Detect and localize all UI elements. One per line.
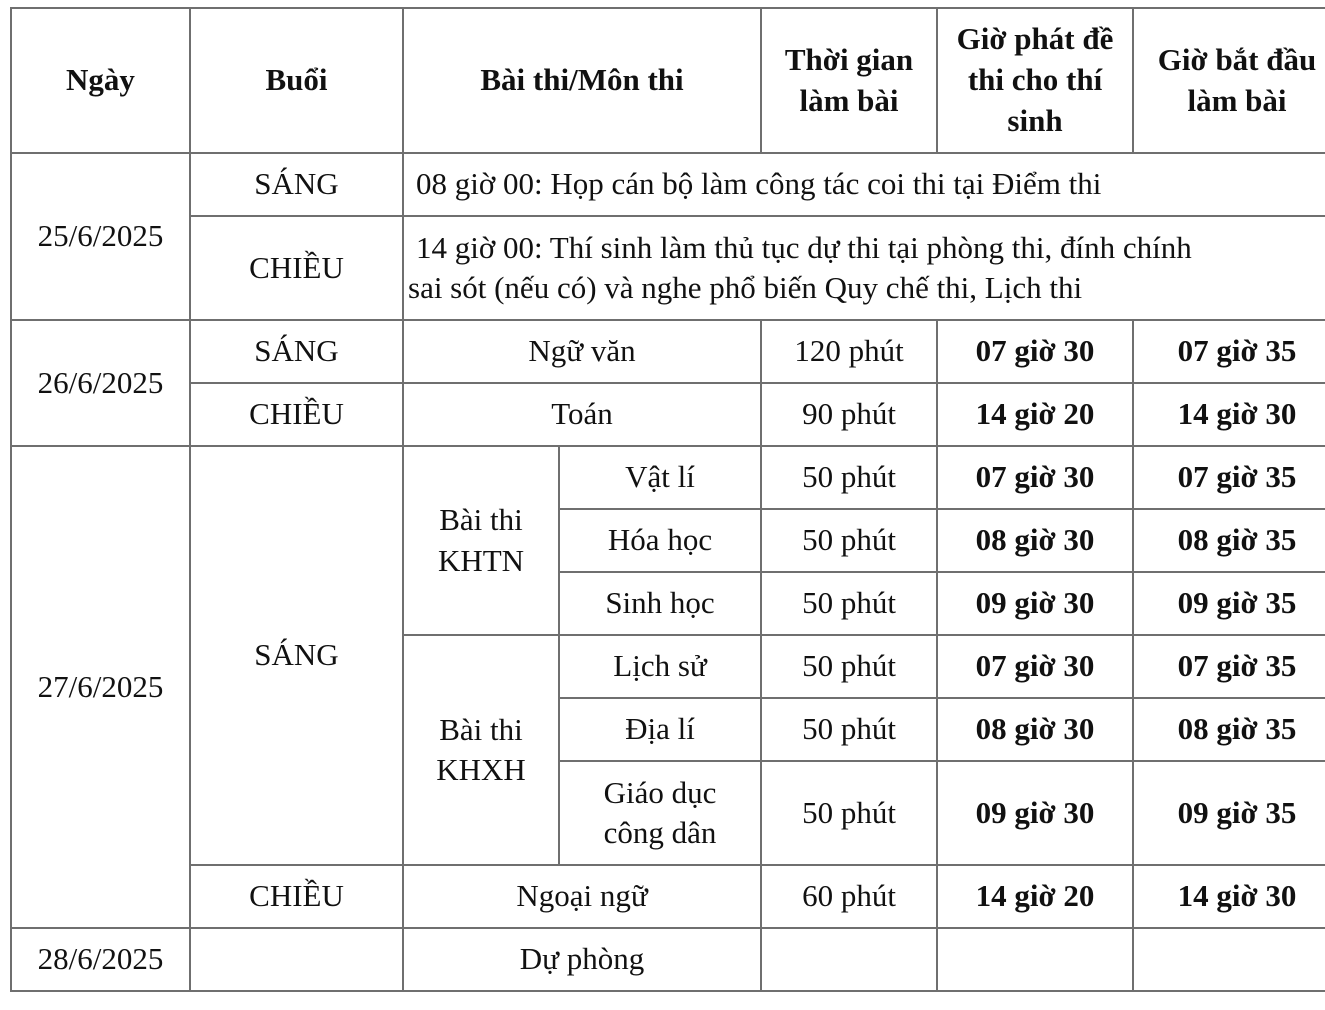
subject-cell: Toán — [403, 383, 761, 446]
distribute-time-cell: 07 giờ 30 — [937, 446, 1133, 509]
header-ngay: Ngày — [11, 8, 190, 153]
start-time-cell: 08 giờ 35 — [1133, 698, 1325, 761]
header-buoi: Buổi — [190, 8, 403, 153]
distribute-time-cell — [937, 928, 1133, 991]
duration-cell: 60 phút — [761, 865, 937, 928]
note-cell: 08 giờ 00: Họp cán bộ làm công tác coi thi tại Điểm thi — [403, 153, 1325, 216]
start-time-cell: 09 giờ 35 — [1133, 572, 1325, 635]
note-line: 14 giờ 00: Thí sinh làm thủ tục dự thi tại phòng thi, đính chính — [416, 229, 1192, 265]
date-cell: 26/6/2025 — [11, 320, 190, 446]
session-cell: SÁNG — [190, 153, 403, 216]
date-cell: 25/6/2025 — [11, 153, 190, 320]
session-cell: SÁNG — [190, 446, 403, 865]
header-row — [11, 8, 1325, 153]
header-thoi-gian: Thời gian làm bài — [761, 8, 937, 153]
table-row — [11, 216, 1325, 320]
session-cell: CHIỀU — [190, 383, 403, 446]
date-cell: 28/6/2025 — [11, 928, 190, 991]
session-cell: CHIỀU — [190, 216, 403, 320]
start-time-cell: 14 giờ 30 — [1133, 383, 1325, 446]
start-time-cell: 07 giờ 35 — [1133, 446, 1325, 509]
start-time-cell — [1133, 928, 1325, 991]
exam-schedule-table — [10, 7, 1325, 992]
group-cell: Bài thi KHTN — [403, 446, 559, 635]
table-row — [11, 383, 1325, 446]
distribute-time-cell: 08 giờ 30 — [937, 509, 1133, 572]
distribute-time-cell: 09 giờ 30 — [937, 572, 1133, 635]
table-row — [11, 928, 1325, 991]
subject-cell: Lịch sử — [559, 635, 761, 698]
start-time-cell: 14 giờ 30 — [1133, 865, 1325, 928]
header-gio-bat-dau: Giờ bắt đầu làm bài — [1133, 8, 1325, 153]
header-bai-thi: Bài thi/Môn thi — [403, 8, 761, 153]
start-time-cell: 07 giờ 35 — [1133, 635, 1325, 698]
table-row — [11, 446, 1325, 509]
distribute-time-cell: 07 giờ 30 — [937, 635, 1133, 698]
note-cell — [403, 216, 1325, 320]
subject-cell: Địa lí — [559, 698, 761, 761]
distribute-time-cell: 09 giờ 30 — [937, 761, 1133, 865]
start-time-cell: 08 giờ 35 — [1133, 509, 1325, 572]
duration-cell — [761, 928, 937, 991]
subject-cell: Vật lí — [559, 446, 761, 509]
distribute-time-cell: 08 giờ 30 — [937, 698, 1133, 761]
table-row — [11, 153, 1325, 216]
table-row — [11, 865, 1325, 928]
subject-cell: Ngoại ngữ — [403, 865, 761, 928]
duration-cell: 50 phút — [761, 761, 937, 865]
table-row — [11, 320, 1325, 383]
session-cell — [190, 928, 403, 991]
duration-cell: 50 phút — [761, 509, 937, 572]
distribute-time-cell: 14 giờ 20 — [937, 865, 1133, 928]
distribute-time-cell: 07 giờ 30 — [937, 320, 1133, 383]
duration-cell: 90 phút — [761, 383, 937, 446]
start-time-cell: 07 giờ 35 — [1133, 320, 1325, 383]
duration-cell: 50 phút — [761, 446, 937, 509]
subject-cell: Hóa học — [559, 509, 761, 572]
distribute-time-cell: 14 giờ 20 — [937, 383, 1133, 446]
date-cell: 27/6/2025 — [11, 446, 190, 928]
duration-cell: 120 phút — [761, 320, 937, 383]
start-time-cell: 09 giờ 35 — [1133, 761, 1325, 865]
duration-cell: 50 phút — [761, 635, 937, 698]
subject-cell: Dự phòng — [403, 928, 761, 991]
duration-cell: 50 phút — [761, 572, 937, 635]
header-gio-phat: Giờ phát đề thi cho thí sinh — [937, 8, 1133, 153]
subject-cell: Ngữ văn — [403, 320, 761, 383]
note-line: sai sót (nếu có) và nghe phổ biến Quy chế thi, Lịch thi — [408, 270, 1083, 305]
duration-cell: 50 phút — [761, 698, 937, 761]
subject-cell: Sinh học — [559, 572, 761, 635]
group-cell: Bài thi KHXH — [403, 635, 559, 865]
subject-cell: Giáo dục công dân — [559, 761, 761, 865]
session-cell: CHIỀU — [190, 865, 403, 928]
session-cell: SÁNG — [190, 320, 403, 383]
